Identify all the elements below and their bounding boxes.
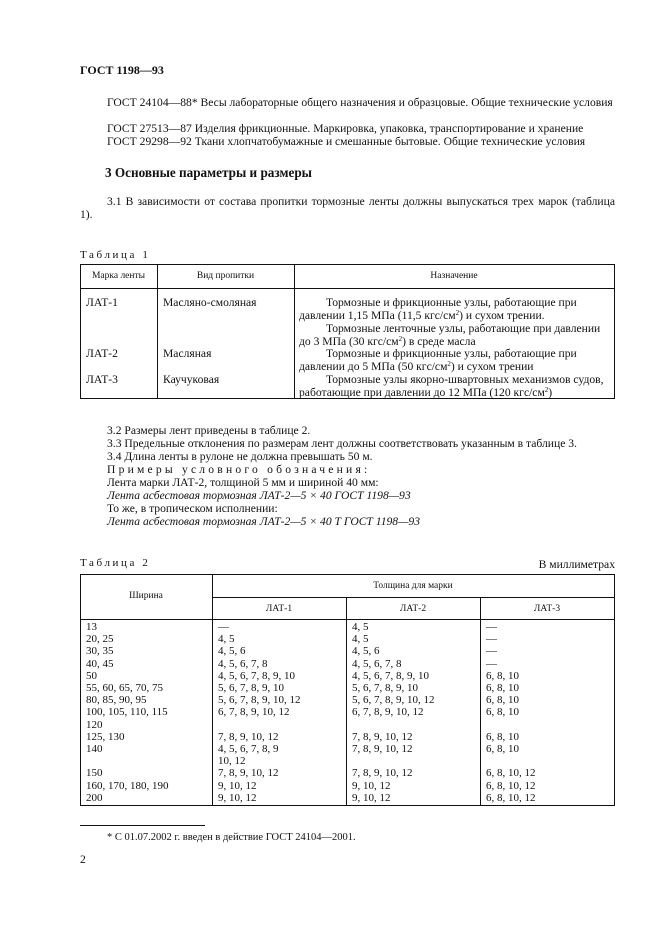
purpose-text: ) и сухом трении. xyxy=(459,309,545,322)
table2-cell-lat1: 5, 6, 7, 8, 9, 10 xyxy=(218,682,284,694)
table1-cell-purpose-line xyxy=(299,309,545,322)
table2-cell-lat2: 7, 8, 9, 10, 12 xyxy=(352,767,413,780)
table2-cell-width: 160, 170, 180, 190 xyxy=(86,779,169,792)
table2-cell-width: 55, 60, 65, 70, 75 xyxy=(86,682,163,694)
table2-cell-lat2: 5, 6, 7, 8, 9, 10 xyxy=(352,682,418,694)
table2-cell-lat3: 6, 8, 10, 12 xyxy=(486,779,536,792)
table2-cell-lat2: 9, 10, 12 xyxy=(352,791,391,804)
table1-header-mark: Марка ленты xyxy=(91,271,146,281)
footnote: * С 01.07.2002 г. введен в действие ГОСТ 24104—2001. xyxy=(107,832,356,843)
table2-units: В миллиметрах xyxy=(538,558,615,571)
table2-cell-width: 120 xyxy=(86,718,103,731)
table2-header-lat3: ЛАТ-3 xyxy=(533,604,561,614)
table2-cell-lat2: 7, 8, 9, 10, 12 xyxy=(352,743,413,755)
table2-cell-lat2: 5, 6, 7, 8, 9, 10, 12 xyxy=(352,694,435,707)
ref-gost-24104: ГОСТ 24104—88* Весы лабораторные общего назначения и образцовые. Общие технические условия xyxy=(107,96,613,109)
example-2-text: То же, в тропическом исполнении: xyxy=(107,502,278,515)
table2-cell-lat3: — xyxy=(486,645,497,658)
table1-cell-mark: ЛАТ-2 xyxy=(86,347,118,360)
table1-cell-type: Масляно-смоляная xyxy=(163,296,257,309)
table2-cell-width: 20, 25 xyxy=(86,633,114,646)
table2-cell-lat3: — xyxy=(486,633,497,646)
paragraph-3-1: 3.1 В зависимости от состава пропитки тормозные ленты должны выпускаться трех марок (таблица 1). xyxy=(80,195,615,221)
table2-cell-lat2: 7, 8, 9, 10, 12 xyxy=(352,730,413,743)
table2-cell-lat1: 7, 8, 9, 10, 12 xyxy=(218,730,279,743)
table2-cell-lat3: 6, 8, 10 xyxy=(486,706,519,719)
table2-header-lat1: ЛАТ-1 xyxy=(265,604,293,614)
example-1-text: Лента марки ЛАТ-2, толщиной 5 мм и шириной 40 мм: xyxy=(107,476,379,489)
unit-exponent: 2 xyxy=(455,309,460,317)
table1-cell-purpose-line xyxy=(326,322,600,335)
table2-cell-lat3: — xyxy=(486,621,497,633)
table1-cell-mark: ЛАТ-1 xyxy=(86,296,118,309)
table1-header-purpose: Назначение xyxy=(430,271,478,281)
table1-cell-purpose-line xyxy=(299,360,534,373)
table2-cell-lat1: 4, 5, 6, 7, 8, 9 xyxy=(218,743,279,755)
table2-cell-lat1: 5, 6, 7, 8, 9, 10, 12 xyxy=(218,694,301,707)
table1-cell-mark: ЛАТ-3 xyxy=(86,373,118,386)
table2-cell-lat1: 9, 10, 12 xyxy=(218,779,257,792)
section-title: 3 Основные параметры и размеры xyxy=(105,165,312,180)
table2-header-thickness: Толщина для марки xyxy=(373,581,453,591)
purpose-text: ) xyxy=(548,386,553,399)
table2-cell-width: 100, 105, 110, 115 xyxy=(86,706,168,719)
paragraph-3-3: 3.3 Предельные отклонения по размерам лент должны соответствовать указанным в таблице 3. xyxy=(107,437,577,450)
table2-cell-lat3: 6, 8, 10 xyxy=(486,694,519,707)
table2-cell-width: 80, 85, 90, 95 xyxy=(86,694,147,707)
purpose-text: давлении до 5 МПа (50 кгс/см xyxy=(299,360,448,373)
table2-cell-lat2: 4, 5 xyxy=(352,633,369,646)
table2-cell-lat1: 9, 10, 12 xyxy=(218,791,257,804)
table1-cell-purpose-line xyxy=(326,296,577,309)
unit-exponent: 2 xyxy=(544,386,549,394)
table2-cell-lat1: 4, 5, 6, 7, 8, 9, 10 xyxy=(218,669,295,682)
unit-exponent: 2 xyxy=(447,360,451,368)
table2-cell-lat3: 6, 8, 10 xyxy=(486,743,519,755)
table2-cell-lat2: 9, 10, 12 xyxy=(352,779,391,792)
footnote-separator xyxy=(80,825,205,826)
table2-cell-lat1: 4, 5, 6 xyxy=(218,645,246,658)
table2-cell-lat3: 6, 8, 10, 12 xyxy=(486,791,536,804)
table1-cell-type: Масляная xyxy=(163,347,212,360)
purpose-text: Тормозные и фрикционные узлы, работающие при xyxy=(326,296,577,309)
purpose-text: Тормозные и фрикционные узлы, работающие при xyxy=(326,347,577,360)
purpose-text: Тормозные узлы якорно-швартовных механизмов судов, xyxy=(326,373,604,386)
page-number: 2 xyxy=(80,853,86,866)
table2-cell-lat2: 4, 5, 6, 7, 8 xyxy=(352,657,402,670)
paragraph-3-2: 3.2 Размеры лент приведены в таблице 2. xyxy=(107,424,311,437)
table2-cell-lat2: 4, 5, 6, 7, 8, 9, 10 xyxy=(352,669,429,682)
table2-cell-lat1: 10, 12 xyxy=(218,755,246,768)
table2-cell-lat1: 6, 7, 8, 9, 10, 12 xyxy=(218,706,290,719)
purpose-text: Тормозные ленточные узлы, работающие при давлении xyxy=(326,322,601,335)
table1-cell-purpose-line xyxy=(326,347,577,360)
table1-cell-purpose-line xyxy=(326,373,604,386)
table1-cell-purpose-line xyxy=(299,386,552,399)
table1-cell-type: Каучуковая xyxy=(163,373,220,386)
table2-cell-lat1: 7, 8, 9, 10, 12 xyxy=(218,767,279,780)
table2-cell-lat2: 4, 5, 6 xyxy=(352,645,380,658)
ref-gost-27513: ГОСТ 27513—87 Изделия фрикционные. Маркировка, упаковка, транспортирование и хранение xyxy=(107,122,584,135)
table2-header-lat2: ЛАТ-2 xyxy=(399,604,427,614)
ref-gost-29298: ГОСТ 29298—92 Ткани хлопчатобумажные и смешанные бытовые. Общие технические условия xyxy=(107,135,586,148)
purpose-text: ) и сухом трении xyxy=(450,360,534,373)
table2-cell-width: 30, 35 xyxy=(86,645,114,658)
table2-cell-lat3: 6, 8, 10, 12 xyxy=(486,767,536,780)
table2-cell-lat1: — xyxy=(218,621,229,633)
purpose-text: до 3 МПа (30 кгс/см xyxy=(299,335,399,348)
table2-cell-width: 40, 45 xyxy=(86,657,114,670)
table2-header-width: Ширина xyxy=(129,591,163,601)
table2-cell-lat1: 4, 5 xyxy=(218,633,235,646)
table2-cell-lat3: 6, 8, 10 xyxy=(486,682,519,694)
table2-cell-lat3: — xyxy=(486,657,497,670)
table2-cell-width: 50 xyxy=(86,669,97,682)
paragraph-3-4: 3.4 Длина ленты в рулоне не должна превышать 50 м. xyxy=(107,450,373,463)
table1-header-type: Вид пропитки xyxy=(196,271,255,281)
purpose-text: работающие при давлении до 12 МПа (120 кгс/см xyxy=(299,386,545,399)
page-header: ГОСТ 1198—93 xyxy=(80,63,164,77)
table1-caption: Таблица 1 xyxy=(80,249,151,261)
table2-cell-lat3: 6, 8, 10 xyxy=(486,669,519,682)
table2-caption: Таблица 2 xyxy=(80,557,151,569)
table2-cell-lat2: 4, 5 xyxy=(352,621,369,633)
purpose-text: давлении 1,15 МПа (11,5 кгс/см xyxy=(299,309,456,322)
table2-cell-lat3: 6, 8, 10 xyxy=(486,730,519,743)
unit-exponent: 2 xyxy=(398,335,403,343)
table2-cell-lat2: 6, 7, 8, 9, 10, 12 xyxy=(352,706,424,719)
table2-cell-width: 200 xyxy=(86,791,103,804)
examples-heading: Примеры условного обозначения: xyxy=(107,463,371,476)
table2-cell-width: 140 xyxy=(86,743,103,755)
table2-cell-width: 125, 130 xyxy=(86,730,125,743)
table2-cell-width: 150 xyxy=(86,767,103,780)
table2-cell-width: 13 xyxy=(86,621,97,633)
table2-cell-lat1: 4, 5, 6, 7, 8 xyxy=(218,657,268,670)
purpose-text: ) в среде масла xyxy=(402,335,476,348)
example-1-designation: Лента асбестовая тормозная ЛАТ-2—5 × 40 ГОСТ 1198—93 xyxy=(107,489,411,502)
example-2-designation: Лента асбестовая тормозная ЛАТ-2—5 × 40 Т ГОСТ 1198—93 xyxy=(107,515,421,528)
